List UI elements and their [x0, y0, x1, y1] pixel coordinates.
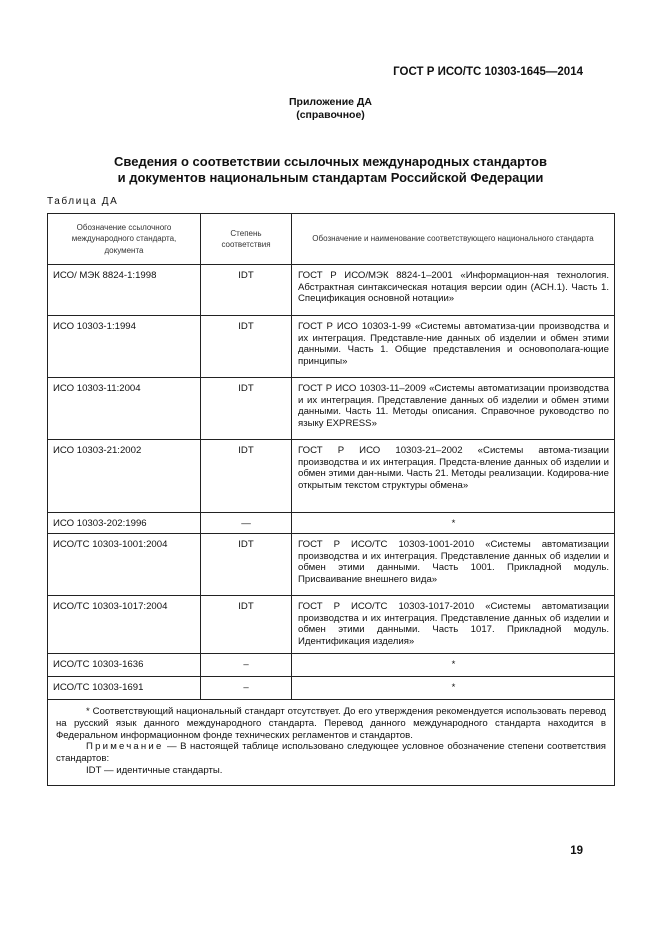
cell-reference: ИСО 10303-11:2004	[48, 378, 201, 440]
cell-national: *	[292, 513, 615, 534]
table-row	[48, 378, 615, 440]
table-row	[48, 534, 615, 596]
cell-national: ГОСТ Р ИСО/ТС 10303-1001-2010 «Системы автоматизации производства и их интеграция. Представление данных об изделии и обмен этими данными. Часть 1001. Прикладной модуль. Присваивание внешнего вида»	[292, 534, 615, 596]
cell-reference: ИСО/ТС 10303-1691	[48, 677, 201, 700]
cell-degree: IDT	[201, 596, 292, 654]
cell-reference: ИСО 10303-1:1994	[48, 316, 201, 378]
note-text: — В настоящей таблице использовано следующее условное обозначение степени соответствия стандартов:	[56, 741, 606, 765]
cell-degree: IDT	[201, 265, 292, 316]
note-paragraph	[56, 741, 606, 765]
header-degree: Степень соответствия	[201, 214, 292, 265]
table-row	[48, 596, 615, 654]
cell-reference: ИСО 10303-202:1996	[48, 513, 201, 534]
header-national-standard: Обозначение и наименование соответствующего национального стандарта	[292, 214, 615, 265]
appendix-subtitle: (справочное)	[296, 109, 365, 121]
cell-reference: ИСО 10303-21:2002	[48, 440, 201, 513]
table-row	[48, 265, 615, 316]
table-row	[48, 440, 615, 513]
cell-national: ГОСТ Р ИСО 10303-21–2002 «Системы автома-тизации производства и их интеграция. Предста-вление данных об изделии и обмен этими дан-ными. Часть 21. Методы реализации. Кодирова-ние открытым текстом структуры обмена»	[292, 440, 615, 513]
cell-national: ГОСТ Р ИСО 10303-11–2009 «Системы автоматизации производства и их интеграция. Представление данных об изделии и обмен этими данными. Часть 11. Методы описания. Справочное руководство по языку EXPRESS»	[292, 378, 615, 440]
title-line-2: и документов национальным стандартам Российской Федерации	[117, 170, 544, 185]
cell-degree: IDT	[201, 440, 292, 513]
correspondence-table	[47, 213, 615, 786]
table-row	[48, 654, 615, 677]
cell-degree: —	[201, 513, 292, 534]
document-code: ГОСТ Р ИСО/ТС 10303-1645—2014	[393, 66, 583, 78]
table-row	[48, 677, 615, 700]
table-header-row	[48, 214, 615, 265]
cell-degree: IDT	[201, 534, 292, 596]
cell-national: ГОСТ Р ИСО/МЭК 8824-1–2001 «Информацион-ная технология. Абстрактная синтаксическая нотация версии один (АСН.1). Часть 1. Спецификация основной нотации»	[292, 265, 615, 316]
cell-national: ГОСТ Р ИСО 10303-1-99 «Системы автоматиза-ции производства и их интеграция. Представле-ние данных об изделии и обмен этими данными. Часть 1. Общие представления и основополага-ющие принципы»	[292, 316, 615, 378]
appendix-heading	[0, 96, 661, 122]
cell-reference: ИСО/ МЭК 8824-1:1998	[48, 265, 201, 316]
cell-degree: IDT	[201, 316, 292, 378]
cell-national: *	[292, 654, 615, 677]
idt-legend: IDT — идентичные стандарты.	[86, 764, 223, 776]
page-title	[40, 154, 621, 186]
cell-degree: –	[201, 677, 292, 700]
table-footnote	[48, 700, 615, 786]
cell-reference: ИСО/ТС 10303-1017:2004	[48, 596, 201, 654]
page-number: 19	[570, 845, 583, 857]
footnote-text: * Соответствующий национальный стандарт отсутствует. До его утверждения рекомендуется использовать перевод на русский язык данного международного стандарта. Перевод данного международного стандарта находится в Федеральном информационном фонде технических регламентов и стандартов.	[56, 706, 606, 741]
table-footnote-row	[48, 700, 615, 786]
table-row	[48, 513, 615, 534]
table-caption: Таблица ДА	[47, 196, 119, 207]
cell-reference: ИСО/ТС 10303-1636	[48, 654, 201, 677]
title-line-1: Сведения о соответствии ссылочных международных стандартов	[114, 154, 547, 169]
cell-degree: –	[201, 654, 292, 677]
cell-degree: IDT	[201, 378, 292, 440]
cell-national: ГОСТ Р ИСО/ТС 10303-1017-2010 «Системы автоматизации производства и их интеграция. Представление данных об изделии и обмен этими данными. Часть 1017. Прикладной модуль. Идентификация изделия»	[292, 596, 615, 654]
cell-reference: ИСО/ТС 10303-1001:2004	[48, 534, 201, 596]
table-row	[48, 316, 615, 378]
header-reference-standard: Обозначение ссылочного международного стандарта, документа	[48, 214, 201, 265]
note-label: Примечание	[86, 741, 164, 753]
cell-national: *	[292, 677, 615, 700]
appendix-title: Приложение ДА	[289, 96, 372, 108]
